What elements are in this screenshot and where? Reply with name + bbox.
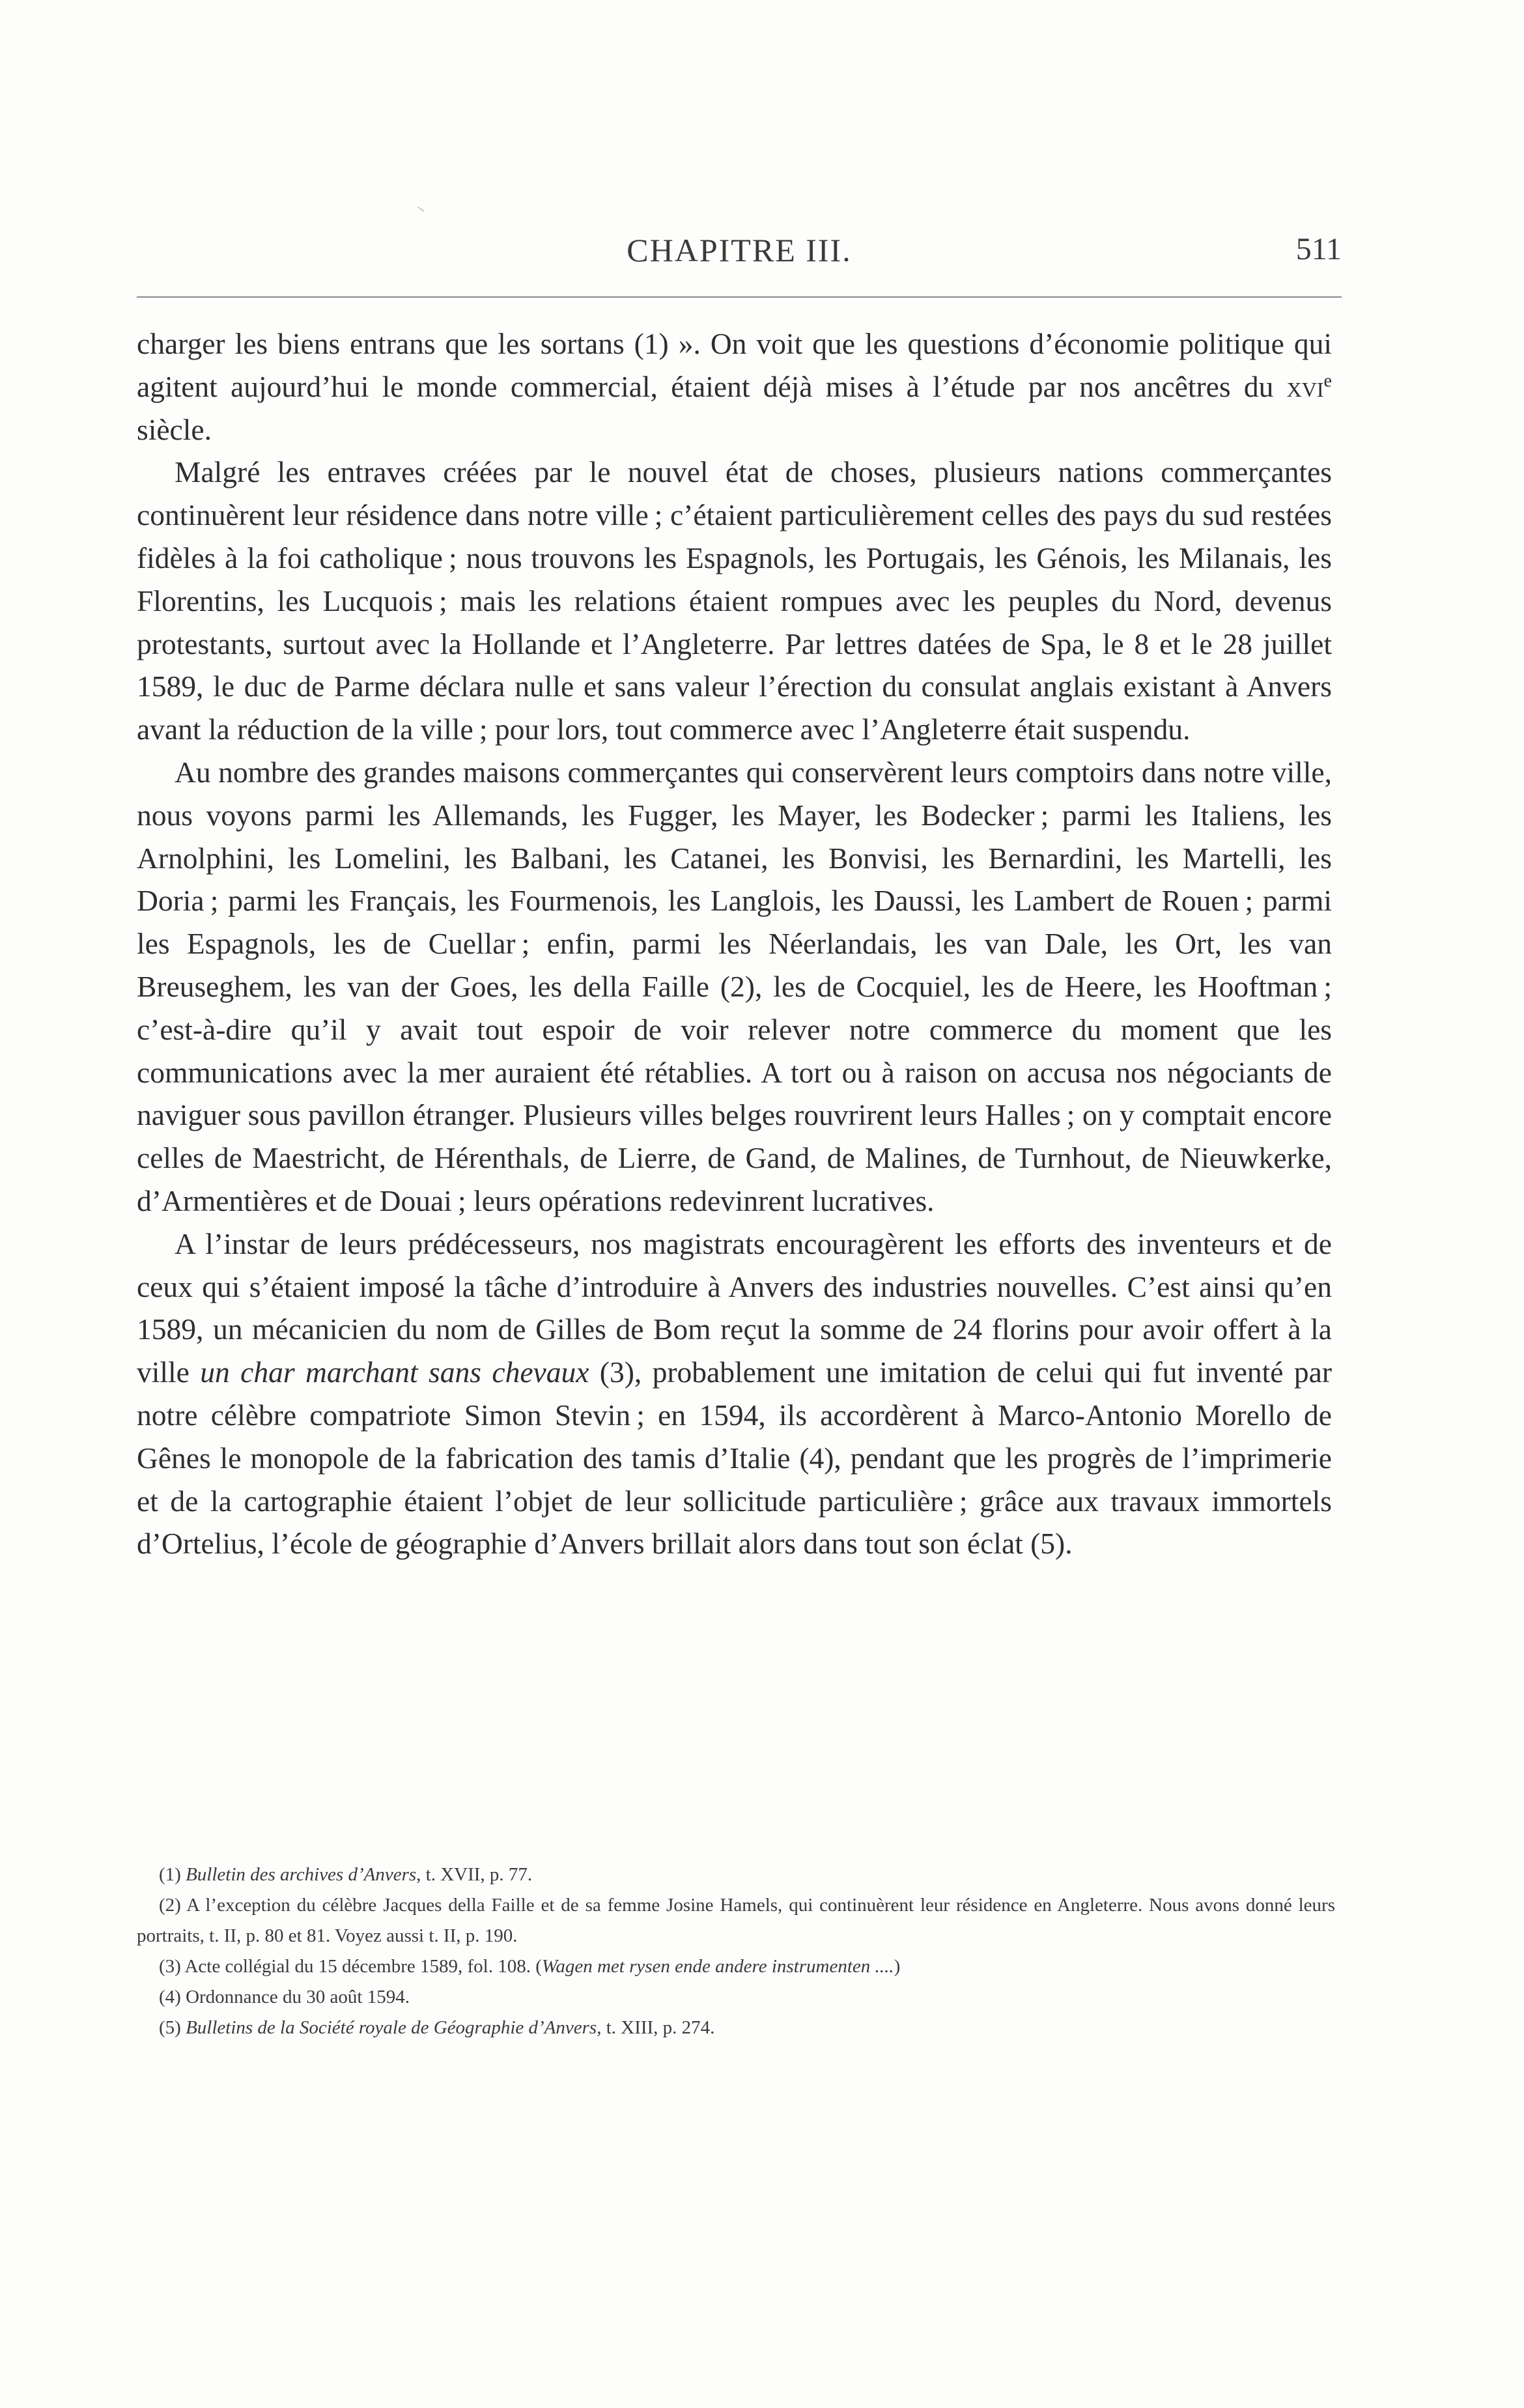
footnote-5 <box>137 2013 1335 2043</box>
century-numeral: xvi <box>1286 369 1324 403</box>
footnote-5-title: Bulletins de la Société royale de Géographie d’Anvers <box>186 2017 597 2038</box>
footnote-1-title: Bulletin des archives d’Anvers <box>186 1864 417 1885</box>
footnote-3-quote: Wagen met rysen ende andere instrumenten .... <box>541 1956 894 1977</box>
footnote-1 <box>137 1860 1335 1890</box>
footnote-5-ref: , t. XIII, p. 274. <box>597 2017 715 2038</box>
footnote-3 <box>137 1951 1335 1982</box>
footnote-2: (2) A l’exception du célèbre Jacques della Faille et de sa femme Josine Hamels, qui continuèrent leur résidence en Angleterre. Nous avons donné leurs portraits, t. II, p. 80 et 81. Voyez aussi t. II, p. 190. <box>137 1895 1335 1946</box>
paragraph-4-text: A l’instar de leurs prédécesseurs, nos magistrats encouragèrent les efforts des inventeurs et de ceux qui s’étaient imposé la tâche d’introduire à Anvers des industries nouvelles. C’est ainsi qu’en 1589, un mécanicien du nom de Gilles de Bom reçut la somme de 24 florins pour avoir offert à la ville <box>137 1226 1332 1389</box>
footnote-1-ref: , t. XVII, p. 77. <box>416 1864 533 1885</box>
paragraph-4 <box>137 1223 1332 1565</box>
italic-quote: un char marchant sans chevaux <box>200 1355 589 1389</box>
footnote-3-end: ) <box>894 1956 901 1977</box>
header-rule <box>137 296 1342 298</box>
paragraph-4-end: (3), probablement une imitation de celui qui fut inventé par notre célèbre compatriote Simon Stevin ; en 1594, ils accordèrent à Marco-Antonio Morello de Gênes le monopole de la fabrication des tamis d’Italie (4), pendant que les progrès de l’imprimerie et de la cartographie étaient l’objet de leur sollicitude particulière ; grâce aux travaux immortels d’Ortelius, l’école de géographie d’Anvers brillait alors dans tout son éclat (5). <box>137 1355 1332 1561</box>
chapter-title: CHAPITRE III. <box>627 232 852 268</box>
footnote-1-number: (1) <box>159 1864 186 1885</box>
body-text <box>137 322 1332 1565</box>
page-number: 511 <box>1295 232 1342 266</box>
paragraph-1 <box>137 322 1332 451</box>
paragraph-2: Malgré les entraves créées par le nouvel état de choses, plusieurs nations commerçantes continuèrent leur résidence dans notre ville ; c’étaient particulièrement celles des pays du sud restées fidèles à la foi catholique ; nous trouvons les Espagnols, les Portugais, les Génois, les Milanais, les Florentins, les Lucquois ; mais les relations étaient rompues avec les peuples du Nord, devenus protestants, surtout avec la Hollande et l’Angleterre. Par lettres datées de Spa, le 8 et le 28 juillet 1589, le duc de Parme déclara nulle et sans valeur l’érection du consulat anglais existant à Anvers avant la réduction de la ville ; pour lors, tout commerce avec l’Angleterre était suspendu. <box>137 455 1332 746</box>
print-mark <box>417 206 425 212</box>
paragraph-1-text: charger les biens entrans que les sortans (1) ». On voit que les questions d’économie politique qui agitent aujourd’hui le monde commercial, étaient déjà mises à l’étude par nos ancêtres du <box>137 327 1332 403</box>
footnote-4: (4) Ordonnance du 30 août 1594. <box>159 1987 410 2007</box>
footnotes <box>137 1860 1335 2043</box>
paragraph-3: Au nombre des grandes maisons commerçantes qui conservèrent leurs comptoirs dans notre ville, nous voyons parmi les Allemands, les Fugger, les Mayer, les Bodecker ; parmi les Italiens, les Arnolphini, les Lomelini, les Balbani, les Catanei, les Bonvisi, les Bernardini, les Martelli, les Doria ; parmi les Français, les Fourmenois, les Langlois, les Daussi, les Lambert de Rouen ; parmi les Espagnols, les de Cuellar ; enfin, parmi les Néerlandais, les van Dale, les Ort, les van Breuseghem, les van der Goes, les della Faille (2), les de Cocquiel, les de Heere, les Hooftman ; c’est-à-dire qu’il y avait tout espoir de voir relever notre commerce du moment que les communications avec la mer auraient été rétablies. A tort ou à raison on accusa nos négociants de naviguer sous pavillon étranger. Plusieurs villes belges rouvrirent leurs Halles ; on y comptait encore celles de Maestricht, de Hérenthals, de Lierre, de Gand, de Malines, de Turnhout, de Nieuwkerke, d’Armentières et de Douai ; leurs opérations redevinrent lucratives. <box>137 755 1332 1217</box>
footnote-3-text: (3) Acte collégial du 15 décembre 1589, fol. 108. ( <box>159 1956 542 1977</box>
paragraph-1-end: siècle. <box>137 412 212 446</box>
footnote-5-number: (5) <box>159 2017 186 2038</box>
century-superscript: e <box>1323 371 1332 391</box>
running-head <box>137 231 1342 283</box>
